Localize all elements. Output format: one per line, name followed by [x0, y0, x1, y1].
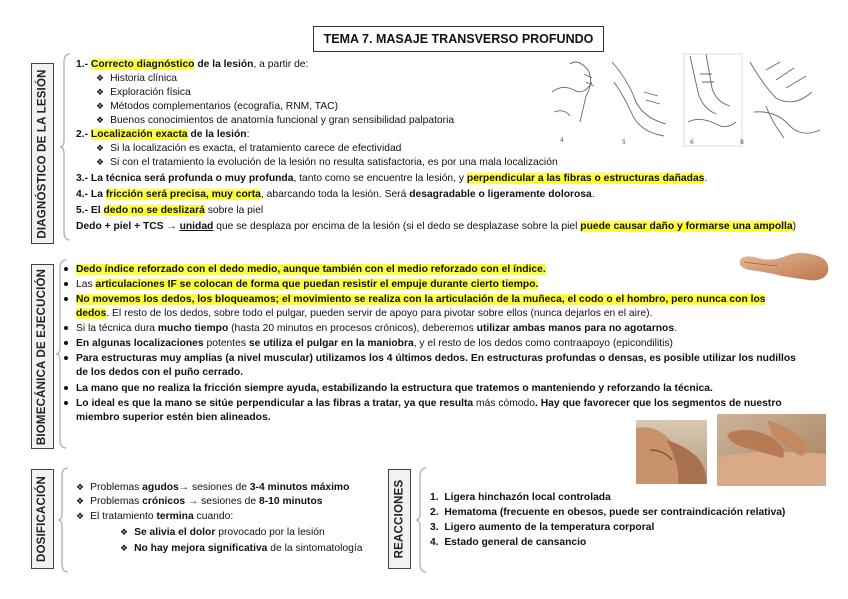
bio-item-5: En algunas localizaciones potentes se utiliza el pulgar en la maniobra, y el resto de los dedos como contraapoyo (epicondilitis): [64, 337, 673, 350]
elbow-friction-photo: [636, 420, 707, 484]
figure-label: 4: [560, 137, 564, 144]
diag-formula: Dedo + piel + TCS → unidad que se desplaza por encima de la lesión (si el dedo se desplazase sobre la piel puede causar daño y formarse una ampolla): [76, 221, 797, 232]
diag-sub-1-3: ❖ Métodos complementarios (ecografía, RNM, TAC): [96, 101, 339, 112]
diag-sub-1-2: ❖ Exploración física: [96, 87, 191, 98]
diamond-bullet-icon: ❖: [120, 543, 129, 553]
diamond-bullet-icon: ❖: [96, 73, 105, 83]
reac-item-2: 2. Hematoma (frecuente en obesos, puede ser contraindicación relativa): [430, 507, 786, 518]
brace-diagnostico: [60, 52, 72, 242]
diag-item-4: 4.- La fricción será precisa, muy corta, abarcando toda la lesión. Será desagradable o ligeramente dolorosa.: [76, 189, 595, 200]
arrow-right-icon: →: [178, 482, 190, 493]
bio-item-8: Lo ideal es que la mano se sitúe perpendicular a las fibras a tratar, ya que resulta más cómodo. Hay que favorecer que los segmentos de nuestro: [64, 397, 782, 410]
section-label-dosificacion: DOSIFICACIÓN: [31, 469, 54, 569]
arrow-right-icon: →: [187, 496, 199, 507]
section-label-biomecanica: BIOMECÁNICA DE EJECUCIÓN: [31, 264, 54, 449]
section-label-diagnostico: DIAGNÓSTICO DE LA LESIÓN: [31, 63, 54, 244]
diag-sub-1-4: ❖ Buenos conocimientos de anatomía funcional y gran sensibilidad palpatoria: [96, 115, 455, 126]
dos-item-2: ❖ Problemas crónicos → sesiones de 8-10 minutos: [76, 496, 323, 507]
reac-item-4: 4. Estado general de cansancio: [430, 537, 587, 548]
diamond-bullet-icon: ❖: [96, 157, 105, 167]
diamond-bullet-icon: ❖: [120, 527, 129, 537]
bio-item-1: Dedo índice reforzado con el dedo medio, aunque también con el medio reforzado con el índice.: [64, 263, 546, 276]
bio-item-4: Si la técnica dura mucho tiempo (hasta 20 minutos en procesos crónicos), deberemos utilizar ambas manos para no agotarnos.: [64, 322, 677, 335]
arrow-right-icon: →: [166, 221, 177, 232]
diamond-bullet-icon: ❖: [76, 482, 85, 492]
bio-item-8-cont: miembro superior estén bien alineados.: [76, 412, 271, 423]
diag-sub-2-2: ❖ Si con el tratamiento la evolución de la lesión no resulta satisfactoria, es por una mala localización: [96, 157, 558, 168]
diag-item-2: 2.- Localización exacta de la lesión:: [76, 129, 250, 140]
diamond-bullet-icon: ❖: [96, 115, 105, 125]
dos-item-3: ❖ El tratamiento termina cuando:: [76, 511, 234, 522]
brace-dosificacion: [58, 466, 70, 574]
bullet-dot-icon: [64, 282, 68, 286]
dos-sub-2: ❖ No hay mejora significativa de la sintomatología: [120, 543, 363, 554]
bullet-dot-icon: [64, 326, 68, 330]
diamond-bullet-icon: ❖: [96, 143, 105, 153]
figure-label: 5: [622, 139, 626, 146]
bullet-dot-icon: [64, 341, 68, 345]
bullet-dot-icon: [64, 401, 68, 405]
figure-label: 6: [690, 139, 694, 146]
bio-item-3: No movemos los dedos, los bloqueamos; el movimiento se realiza con la articulación de la muñeca, el codo o el hombro, pero nunca con los: [64, 293, 765, 306]
dos-sub-1: ❖ Se alivia el dolor provocado por la lesión: [120, 527, 325, 538]
back-massage-photo: [717, 414, 826, 486]
figure-label: 8: [740, 139, 744, 146]
diamond-bullet-icon: ❖: [76, 496, 85, 506]
section-label-reacciones: REACCIONES: [388, 469, 411, 569]
bio-item-2: Las articulaciones IF se colocan de forma que puedan resistir el empuje durante cierto tiempo.: [64, 278, 538, 291]
bullet-dot-icon: [64, 386, 68, 390]
bio-item-3-cont: dedos. El resto de los dedos, sobre todo el pulgar, pueden servir de apoyo para pivotar sobre ellos (nunca dejarlos en el aire).: [76, 308, 653, 319]
hand-fingers-photo: [738, 248, 830, 288]
diamond-bullet-icon: ❖: [96, 101, 105, 111]
bio-item-6: Para estructuras muy amplias (a nivel muscular) utilizamos los 4 últimos dedos. En estructuras profundas o densas, es posible utilizar los nudillos: [64, 352, 796, 365]
diag-sub-1-1: ❖ Historia clínica: [96, 73, 178, 84]
anatomy-illustrations: [540, 52, 828, 148]
diag-sub-2-1: ❖ Si la localización es exacta, el tratamiento carece de efectividad: [96, 143, 402, 154]
bullet-dot-icon: [64, 356, 68, 360]
reac-item-3: 3. Ligero aumento de la temperatura corporal: [430, 522, 655, 533]
bio-item-6-cont: de los dedos con el puño cerrado.: [76, 367, 244, 378]
diag-item-1: 1.- Correcto diagnóstico de la lesión, a partir de:: [76, 59, 309, 70]
reac-item-1: 1. Ligera hinchazón local controlada: [430, 492, 611, 503]
diag-item-5: 5.- El dedo no se deslizará sobre la piel: [76, 205, 264, 216]
bio-item-7: La mano que no realiza la fricción siempre ayuda, estabilizando la estructura que tratemos o manteniendo y reforzando la técnica.: [64, 382, 713, 395]
diamond-bullet-icon: ❖: [76, 511, 85, 521]
diamond-bullet-icon: ❖: [96, 87, 105, 97]
bullet-dot-icon: [64, 297, 68, 301]
dos-item-1: ❖ Problemas agudos→ sesiones de 3-4 minutos máximo: [76, 482, 350, 493]
diag-item-3: 3.- La técnica será profunda o muy profunda, tanto como se encuentre la lesión, y perpendicular a las fibras o estructuras dañadas.: [76, 173, 708, 184]
bullet-dot-icon: [64, 267, 68, 271]
brace-reacciones: [416, 466, 428, 574]
page-title: TEMA 7. MASAJE TRANSVERSO PROFUNDO: [313, 26, 604, 52]
